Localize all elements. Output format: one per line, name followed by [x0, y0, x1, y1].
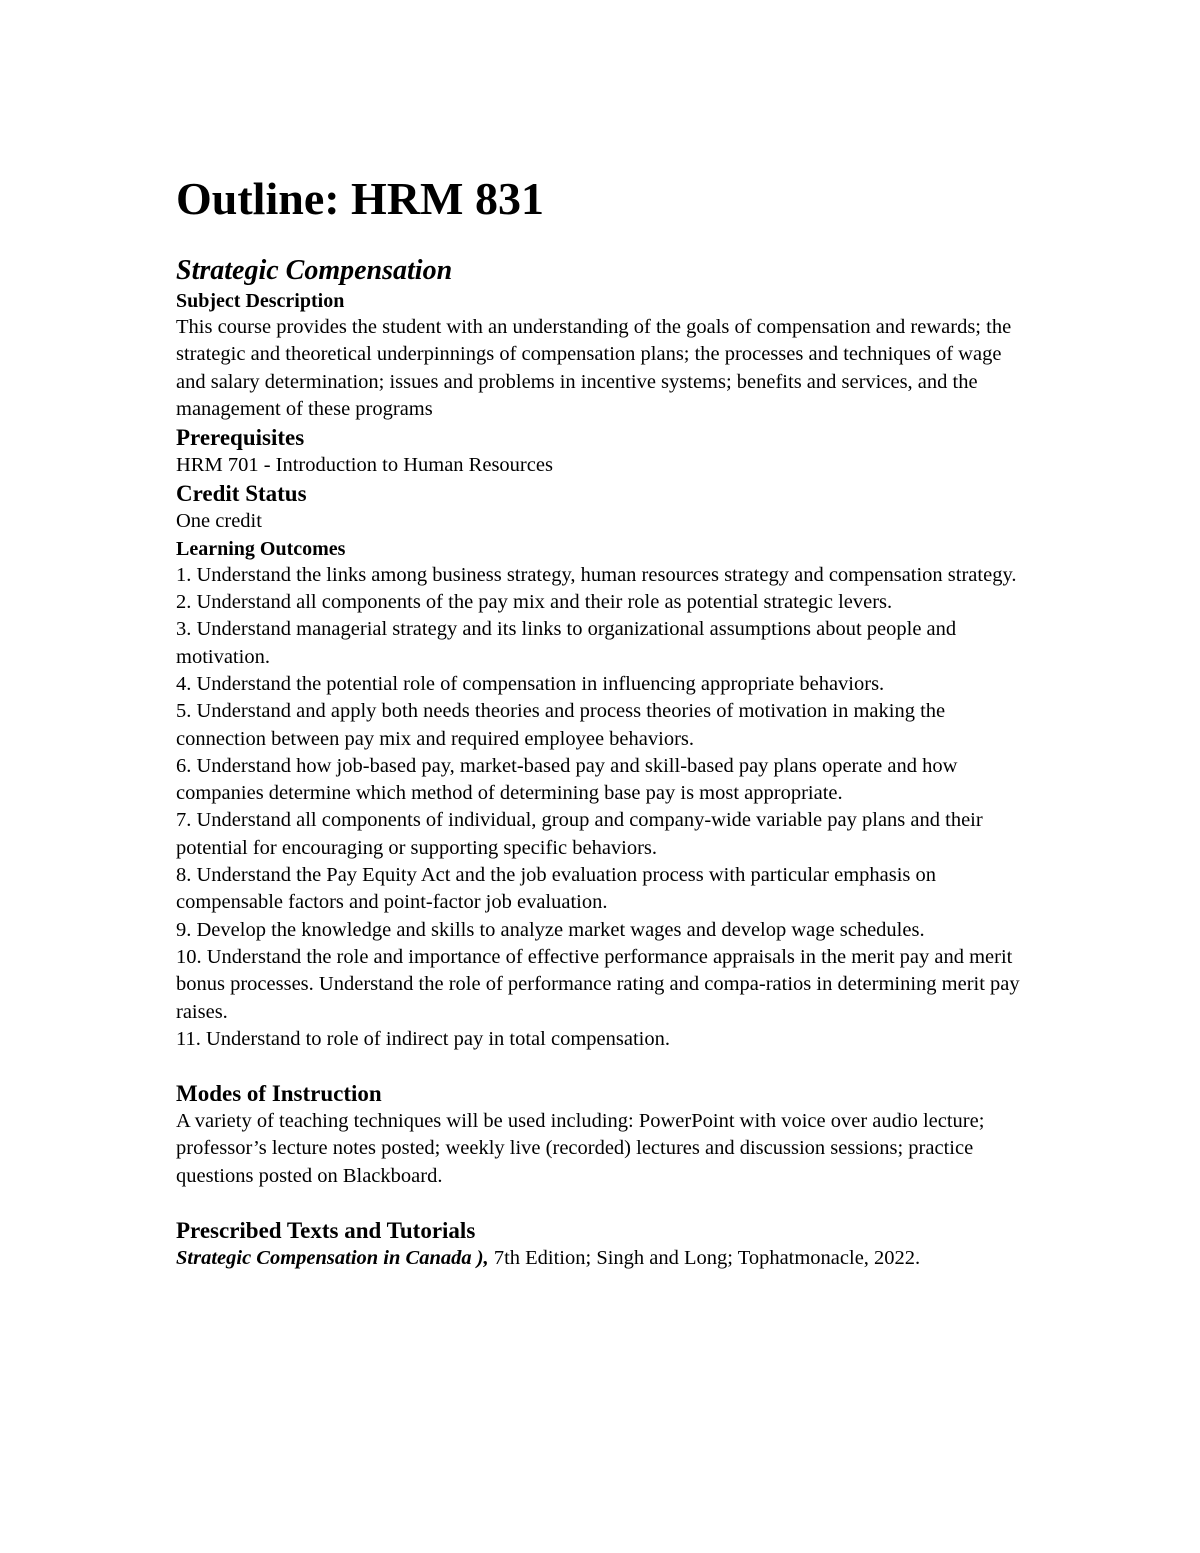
prerequisites-text: HRM 701 - Introduction to Human Resources	[176, 454, 553, 477]
learning-outcome-item: 8. Understand the Pay Equity Act and the job evaluation process with particular emphasis on compensable factors and point-factor job evaluation.	[176, 864, 937, 914]
learning-outcome-item: 1. Understand the links among business strategy, human resources strategy and compensation strategy.	[176, 563, 1017, 586]
learning-outcomes-heading: Learning Outcomes	[176, 537, 346, 560]
learning-outcome-item: 10. Understand the role and importance of effective performance appraisals in the merit pay and merit bonus processes. Understand the role of performance rating and compa-ratios in determining merit pay raises.	[176, 945, 1020, 1023]
learning-outcome-item: 6. Understand how job-based pay, market-based pay and skill-based pay plans operate and how companies determine which method of determining base pay is most appropriate.	[176, 754, 958, 805]
subject-description-heading: Subject Description	[176, 290, 345, 312]
learning-outcome-item: 7. Understand all components of individual, group and company-wide variable pay plans and their potential for encouraging or supporting specific behaviors.	[176, 809, 983, 859]
subject-description-section	[176, 288, 1036, 423]
book-details: 7th Edition; Singh and Long; Tophatmonacle, 2022.	[488, 1247, 921, 1270]
book-title: Strategic Compensation in Canada ),	[176, 1247, 489, 1270]
learning-outcome-item: 11. Understand to role of indirect pay in total compensation.	[176, 1027, 670, 1050]
subject-description-text: This course provides the student with an understanding of the goals of compensation and rewards; the strategic and theoretical underpinnings of compensation plans; the processes and techniques of wage and salary determination; issues and problems in incentive systems; benefits and services, and the management of these programs	[176, 316, 1012, 420]
learning-outcome-item: 9. Develop the knowledge and skills to analyze market wages and develop wage schedules.	[176, 918, 925, 941]
credit-status-heading: Credit Status	[176, 481, 307, 507]
prerequisites-section	[176, 423, 1036, 479]
learning-outcome-item: 3. Understand managerial strategy and its links to organizational assumptions about people and motivation.	[176, 618, 957, 668]
learning-outcome-item: 4. Understand the potential role of compensation in influencing appropriate behaviors.	[176, 672, 885, 695]
learning-outcomes-list	[176, 562, 1036, 1053]
learning-outcome-item: 2. Understand all components of the pay mix and their role as potential strategic levers.	[176, 591, 893, 614]
document-page	[176, 172, 1036, 1272]
learning-outcomes-section	[176, 536, 1036, 1053]
course-name: Strategic Compensation	[176, 255, 453, 286]
credit-status-text: One credit	[176, 510, 262, 533]
modes-of-instruction-heading: Modes of Instruction	[176, 1081, 382, 1107]
modes-of-instruction-text: A variety of teaching techniques will be used including: PowerPoint with voice over audio lecture; professor’s lecture notes posted; weekly live (recorded) lectures and discussion sessions; practice questions posted on Blackboard.	[176, 1110, 985, 1187]
prescribed-texts-heading: Prescribed Texts and Tutorials	[176, 1218, 476, 1244]
learning-outcome-item: 5. Understand and apply both needs theories and process theories of motivation in making the connection between pay mix and required employee behaviors.	[176, 700, 946, 750]
prescribed-texts-entry	[176, 1245, 1036, 1272]
document-title: Outline: HRM 831	[176, 173, 544, 224]
modes-of-instruction-section	[176, 1079, 1036, 1190]
prescribed-texts-section	[176, 1216, 1036, 1272]
credit-status-section	[176, 479, 1036, 535]
prerequisites-heading: Prerequisites	[176, 425, 305, 451]
